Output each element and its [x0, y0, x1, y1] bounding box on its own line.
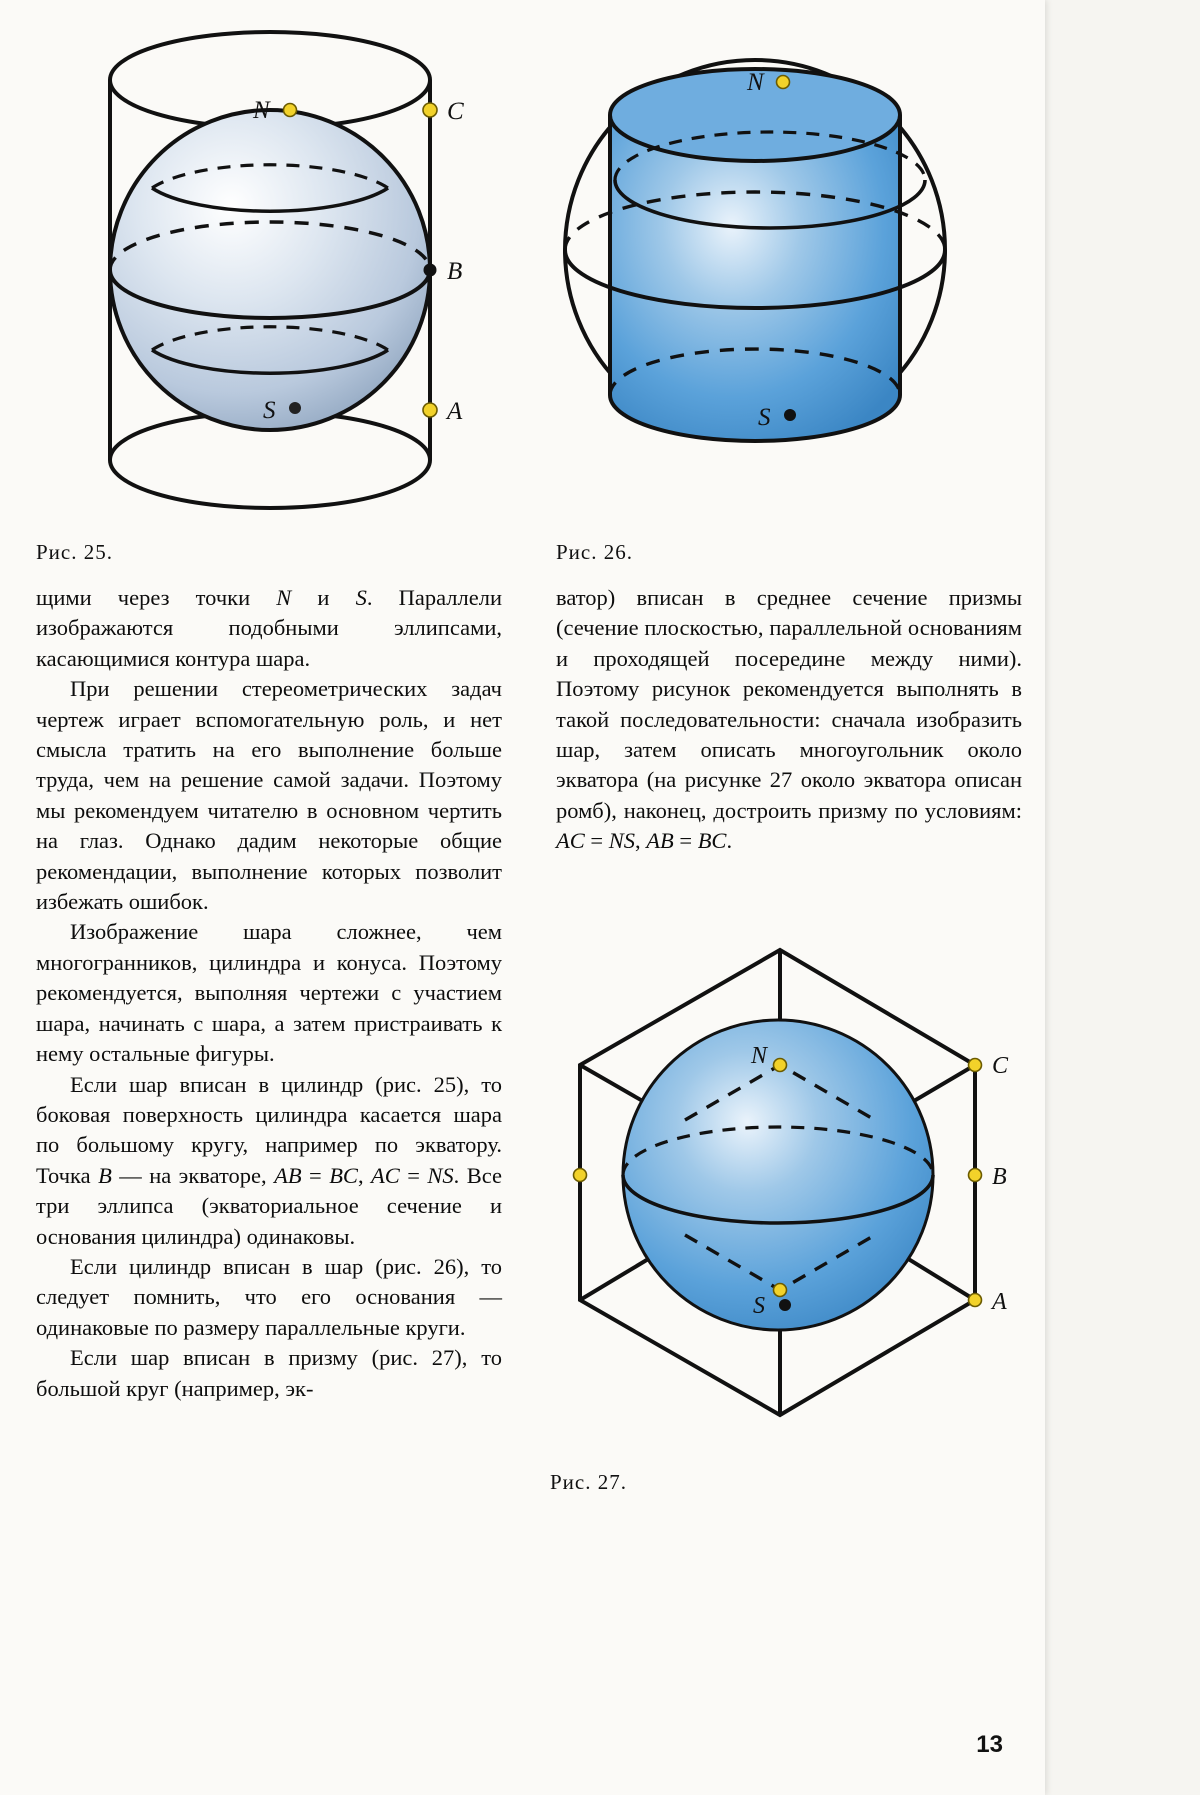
paragraph: При решении стереометрических задач чертеж играет вспомогательную роль, и нет смысла тратить на его выполнение больше труда, чем на решение самой задачи. Поэтому мы рекомендуем читателю в основном чертить на глаз. Однако дадим некоторые общие рекомендации, выполнение которых позволит избежать ошибок. [36, 676, 502, 915]
figure-27-label-S: S [753, 1293, 765, 1319]
figure-25-caption: Рис. 25. [36, 540, 113, 564]
figure-25-label-N: N [253, 97, 270, 124]
page-number: 13 [976, 1731, 1003, 1758]
figure-26 [540, 20, 1020, 520]
figure-26-caption: Рис. 26. [556, 540, 633, 564]
figure-27 [545, 915, 1025, 1435]
body-text-left-column [36, 583, 502, 1404]
figure-25-label-A: A [447, 398, 463, 425]
figure-25-label-C: C [447, 98, 464, 125]
paragraph: Если цилиндр вписан в шар (рис. 26), то следует помнить, что его основания — одинаковые по размеру параллельные круги. [36, 1253, 502, 1340]
paragraph: Если шар вписан в призму (рис. 27), то большой круг (например, эк- [36, 1345, 502, 1401]
figure-27-caption: Рис. 27. [550, 1470, 627, 1494]
figure-27-label-B: B [992, 1164, 1007, 1190]
top-figure-row [0, 0, 1045, 564]
paragraph: Изображение шара сложнее, чем многогранников, цилиндра и конуса. Поэтому рекомендуется, выполняя чертежи с участием шара, начинать с шара, а затем пристраивать к нему остальные фигуры. [36, 919, 502, 1067]
paragraph: щими через точки N и S. Параллели изображаются подобными эллипсами, касающимися контура шара. [36, 585, 503, 671]
figure-25 [35, 20, 505, 530]
figure-26-label-N: N [747, 69, 764, 96]
figure-27-label-A: A [992, 1289, 1007, 1315]
paragraph: ватор) вписан в среднее сечение призмы (сечение плоскостью, параллельной основаниям и проходящей посередине между ними). Поэтому рисунок рекомендуется выполнять в такой последовательности: сначала изобразить шар, затем описать многоугольник около экватора (на рисунке 27 около экватора описан ромб), наконец, достроить призму по условиям: AC = NS, AB = BC. [556, 585, 1022, 854]
paragraph: Если шар вписан в цилиндр (рис. 25), то боковая поверхность цилиндра касается шара по большому кругу, например по экватору. Точка B — на экваторе, AB = BC, AC = NS. Все три эллипса (экваториальное сечение и основания цилиндра) одинаковы. [36, 1071, 502, 1249]
body-text-right-column [556, 583, 1022, 857]
figure-26-label-S: S [758, 404, 771, 431]
figure-27-label-N: N [751, 1043, 768, 1069]
figure-25-label-S: S [263, 397, 276, 424]
figure-25-label-B: B [447, 258, 463, 285]
figure-27-label-C: C [992, 1053, 1009, 1079]
